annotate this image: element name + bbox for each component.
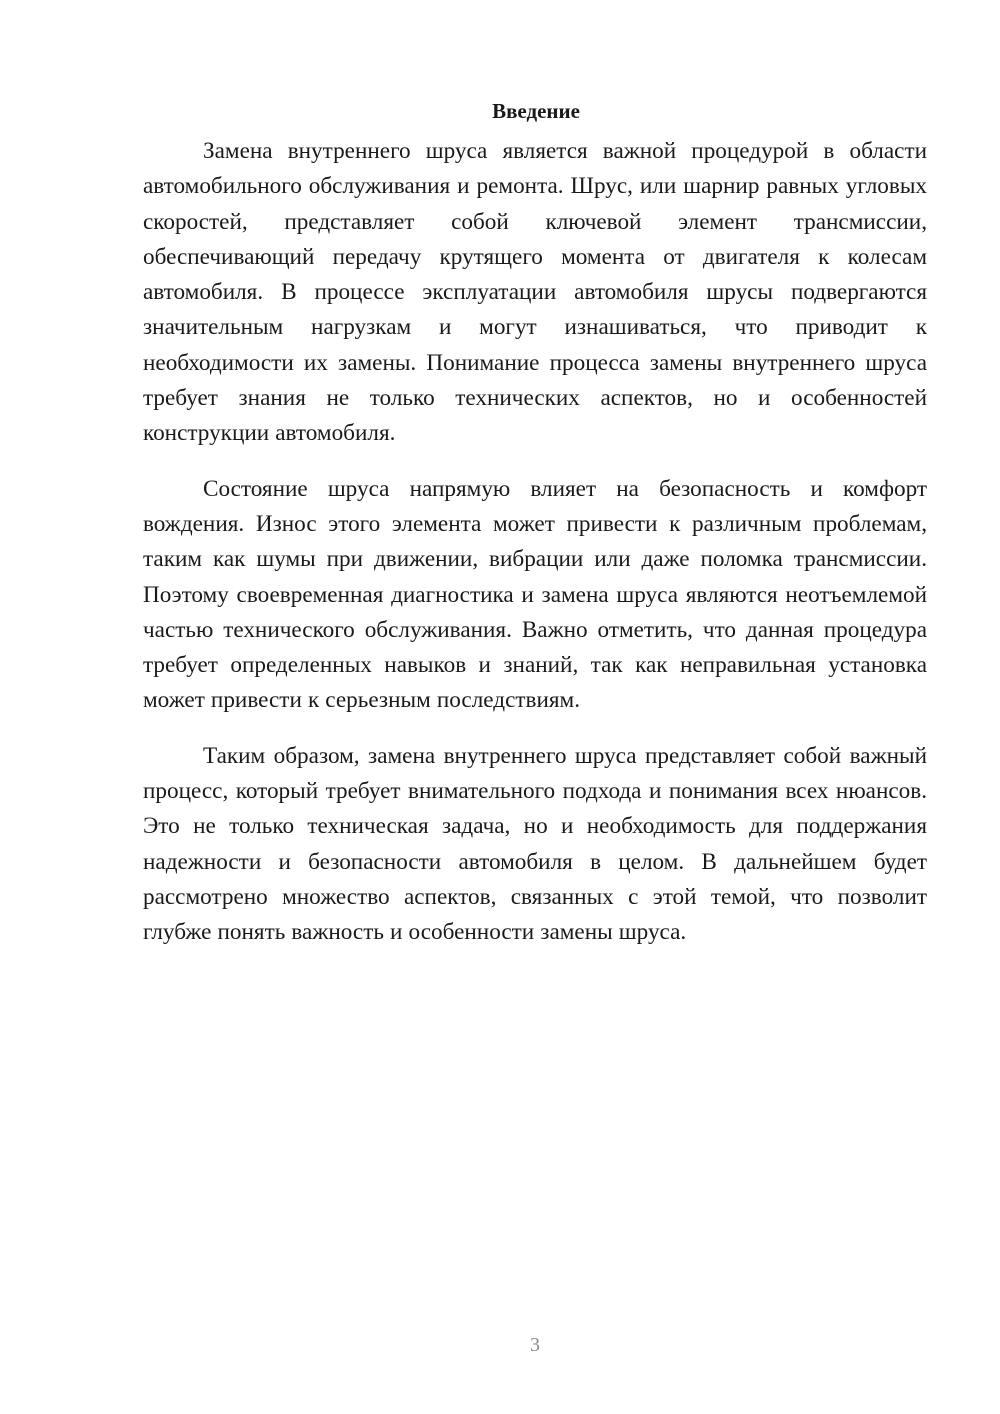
paragraph-2: Состояние шруса напрямую влияет на безопасность и комфорт вождения. Износ этого элемента может привести к различным проблемам, таким как шумы при движении, вибрации или даже поломка трансмиссии. Поэтому своевременная диагностика и замена шруса являются неотъемлемой частью технического обслуживания. Важно отметить, что данная процедура требует определенных навыков и знаний, так как неправильная установка может привести к серьезным последствиям. [143, 475, 927, 714]
page-number: 3 [530, 1334, 540, 1356]
page-content [143, 96, 927, 971]
paragraph-1: Замена внутреннего шруса является важной процедурой в области автомобильного обслуживания и ремонта. Шрус, или шарнир равных угловых скоростей, представляет собой ключевой элемент трансмиссии, обеспечивающий передачу крутящего момента от двигателя к колесам автомобиля. В процессе эксплуатации автомобиля шрусы подвергаются значительным нагрузкам и могут изнашиваться, что приводит к необходимости их замены. Понимание процесса замены внутреннего шруса требует знания не только технических аспектов, но и особенностей конструкции автомобиля. [143, 138, 927, 447]
paragraph-3: Таким образом, замена внутреннего шруса представляет собой важный процесс, который требует внимательного подхода и понимания всех нюансов. Это не только техническая задача, но и необходимость для поддержания надежности и безопасности автомобиля в целом. В дальнейшем будет рассмотрено множество аспектов, связанных с этой темой, что позволит глубже понять важность и особенности замены шруса. [143, 742, 927, 946]
section-heading: Введение [492, 99, 580, 123]
